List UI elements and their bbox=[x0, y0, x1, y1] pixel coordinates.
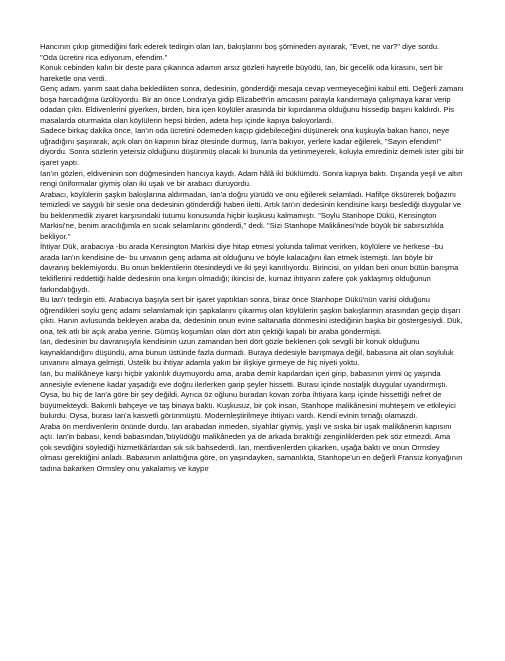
paragraph: Araba ön merdivenlerin önünde durdu. Ian arabadan inmeden, siyahlar giymiş, yaşlı ve sıska bir uşak malikânenin kapısını açtı. Ian'in babası, kendi babasından,'büyüdüğü malikâneden ya de arkada bıraktığı zenginliklerden pek söz etmezdi. Ama çok sevdiğini söylediği hizmetkârlardan sık sık bahsederdi. Ian, merdivenlerden çıkarken, uşağa baktı ve onun Ormsley olması gerektiğini anladı. Babasının anlattığına göre, on yaşındayken, samanlıkta, Stanhope'un en değerli Fransız konyağının tadına bakarken Ormsley onu yakalamış ve kaypır bbox=[40, 421, 463, 473]
paragraph: "Oda ücretini rica ediyorum, efendim." bbox=[40, 52, 168, 62]
paragraph: Bu Ian'ı tedirgin etti. Arabacıya başıyla sert bir işaret yaptıktan sonra, biraz önce Stanhope Dükü'nün varisi olduğunu öğrendikleri soylu genç adamı selamlamak için şapkalarını çıkarmış olan köylülerin şaşkın bakışlarının arasından geçip dışarı çıktı. Hanın avlusunda bekleyen araba da, dedesinin onun evine saltanatla dönmesini istediğinin başka bir göstergesiydi. Dük, ona, tek atlı bir açık araba yerine. Gümüş koşumları olan dört atın çektiği kapalı bir araba göndermişti. bbox=[40, 295, 463, 336]
paragraph: Ian, bu malikâneye karşı hiçbir yakınlık duymuyordu ama, araba demir kapılardan içeri girip, babasının yirmi üç yaşında annesiyle evlenene kadar yaşadığı eve doğru ilerlerken garip şeyler hissetti. Burası içinde nostaljik duygular uyandırmıştı. Oysa, bu hiç de Ian'a göre bir şey değildi. Ayrıca öz oğlunu buradan kovan zorba ihtiyara karşı içinde hissettiği nefret de büyümekteydi. Bakımlı bahçeye ve taş binaya baktı. Kuşkusuz, bir çok insan, Stanhope malikânesini muhteşem ve etkileyici bulurdu. Oysa, burası Ian'a kasvetli görünmüştü. Modernleştirilmeye ihtiyacı vardı. Kendi evinin tırnağı olamazdı. bbox=[40, 368, 456, 421]
paragraph: Ian'ın gözleri, eldiveninin son düğmesinden hancıya kaydı. Adam hâlâ iki büklümdü. Sonra kapıya baktı. Dışanda yeşil ve altın rengi üniformalar giymiş olan iki uşak ve bir arabacı duruyordu. bbox=[40, 168, 463, 189]
paragraph: Ian, dedesinin bu davranışıyla kendisinin uzun zamandan beri dört gözle beklenen çok sevgili bir konuk olduğunu kaynaklandığını düşündü, ama bunun üstünde fazla durmadı. Buraya dedesiyle barışmaya değil, babasına ait olan soyluluk unvanını almaya gelmişti. Üstelik bu ihtiyar adamla yakın bir ilişkiye girmeye de hiç niyeti yoktu. bbox=[40, 337, 454, 368]
paragraph: Arabacı, köylülerin şaşkın bakışlarına aldırmadan, Ian'a doğru yürüdü ve onu eğilerek selamladı. Hafifçe öksürerek boğazını temizledi ve saygılı bir sesle ona dedesinin gönderdiği haberi iletti. Artık Ian'ın dedesinin kendisine karşı beslediği duygular ve bu beklenmedik ziyaret karşısındaki tutumu konusunda hiçbir kuşkusu kalmamıştı. "Soylu Stanhope Dükü, Kensington Markisi'ne, benim aracılığımla en sıcak selamlarını gönderdi," dedi. "Sizi Stanhope Malikânesi'nde büyük bir sabırsızlıkla bekliyor." bbox=[40, 189, 462, 241]
paragraph: Sadece birkaç dakika önce, Ian'ın oda ücretini ödemeden kaçıp gidebileceğini düşünerek ona kuşkuyla bakan hancı, neye uğradığını şaşırarak, açık olan ön kapının biraz ötesinde durmuş, Ian'a bakıyor, yerlere kadar eğilerek, "Sayın efendim!" diyordu. Sonra sözlerin yetersiz olduğunu düşünmüş olacak ki bununla da yetinmeyerek, koluyla emrediniz demek ister gibi bir işaret yaptı. bbox=[40, 126, 464, 168]
paragraph: İhtiyar Dük, arabacıya -bu arada Kensington Markisi diye hitap etmesi yolunda talimat verirken, köylülere ve herkese -bu arada Ian'ın kendisine de- bu unvanın genç adama ait olduğunu ve böyle kalacağını ilan etmek istemişti. Ian böyle bir davranış beklemiyordu. Bu onun beklentilerin ötesindeydi ve iki şeyi kanıtlıyordu. Birincisi, on yıldan beri onun bütün barışma tekliflerini reddettiği halde dedesinin ona kırgın olmadığı; ikincisi de, kurnaz ihtiyarın zafere çok yaklaşmış olduğunun farkındalığıydı. bbox=[40, 242, 459, 294]
paragraph: Genç adam. yarım saat daha bekledikten sonra, dedesinin, gönderdiği mesaja cevap vermeyeceğini kabul etti. Değerli zamanı boşa harcadığına üzülüyordu. Bir an önce Londra'ya gidip Elizabeth'in amcasını parayla kandırmaya çalışmaya karar verip odadan çıktı. Eldivenlerini giyerken, birden, bira içen köylüler arasında bir kıpırdanma olduğunu hissedip başını kaldırdı. Pis masalarda oturmakta olan köylülerin hepsi birden, adeta hışı içinde kapıya bakıyorlardı. bbox=[40, 84, 464, 125]
document-page bbox=[40, 42, 464, 474]
paragraph: Hancının çıkıp gitmediğini fark ederek tedirgin olan Ian, bakışlarını boş şömineden ayırarak, "Evet, ne var?" diye sordu. bbox=[40, 42, 440, 51]
paragraph: Konuk cebinden kalın bir deste para çıkarınca adamın arsız gözleri hayretle büyüdü, Ian, bir gecelik oda kirasını, sert bir hareketle ona verdi. bbox=[40, 63, 443, 83]
